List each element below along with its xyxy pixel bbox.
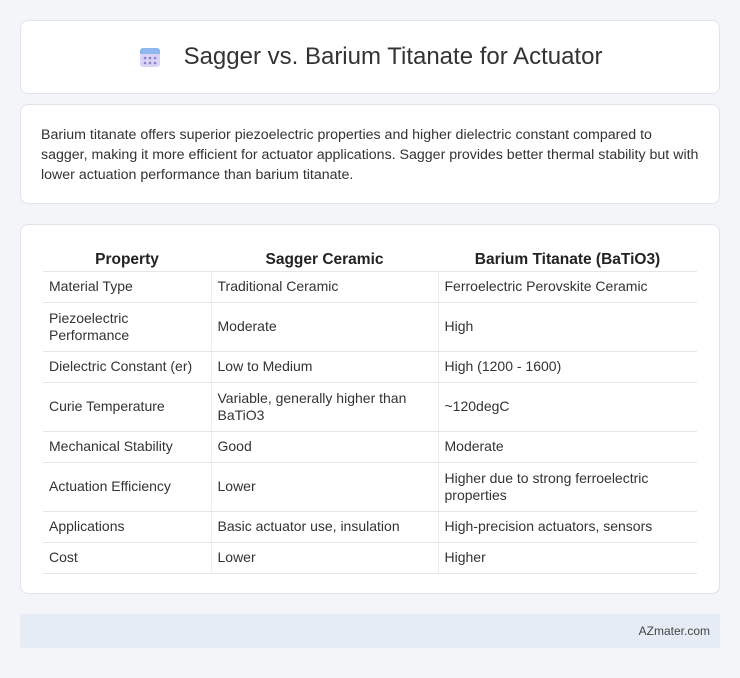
footer-brand-link[interactable]: AZmater.com: [638, 624, 710, 638]
column-header-barium-titanate: Barium Titanate (BaTiO3): [438, 245, 697, 271]
summary-text: Barium titanate offers superior piezoelectric properties and higher dielectric constant compared to sagger, making it more efficient for actuator applications. Sagger provides better thermal stability but with lower actuation performance than barium titanate.: [41, 127, 699, 183]
table-row: [43, 431, 697, 462]
table-cell: Cost: [43, 542, 211, 573]
table-row: [43, 462, 697, 511]
table-cell: Low to Medium: [211, 351, 438, 382]
table-row: [43, 542, 697, 573]
table-cell: Dielectric Constant (er): [43, 351, 211, 382]
table-row: [43, 511, 697, 542]
table-cell: Actuation Efficiency: [43, 462, 211, 511]
table-cell: Good: [211, 431, 438, 462]
table-cell: ~120degC: [438, 382, 697, 431]
table-cell: Mechanical Stability: [43, 431, 211, 462]
table-cell: High (1200 - 1600): [438, 351, 697, 382]
table-cell: Curie Temperature: [43, 382, 211, 431]
table-cell: High: [438, 302, 697, 351]
table-header-row: [43, 245, 697, 271]
title-card: [20, 20, 720, 94]
comparison-table: [43, 245, 697, 574]
table-cell: Lower: [211, 462, 438, 511]
comparison-table-card: [20, 224, 720, 594]
table-cell: Ferroelectric Perovskite Ceramic: [438, 271, 697, 302]
footer: [20, 614, 720, 648]
table-cell: Material Type: [43, 271, 211, 302]
table-row: [43, 302, 697, 351]
table-cell: Lower: [211, 542, 438, 573]
table-cell: Applications: [43, 511, 211, 542]
table-cell: High-precision actuators, sensors: [438, 511, 697, 542]
table-cell: Traditional Ceramic: [211, 271, 438, 302]
table-cell: Moderate: [211, 302, 438, 351]
calendar-icon: [138, 45, 162, 69]
table-cell: Moderate: [438, 431, 697, 462]
table-cell: Basic actuator use, insulation: [211, 511, 438, 542]
table-row: [43, 351, 697, 382]
page-title: Sagger vs. Barium Titanate for Actuator: [183, 43, 603, 70]
table-row: [43, 271, 697, 302]
column-header-property: Property: [43, 245, 211, 271]
column-header-sagger: Sagger Ceramic: [211, 245, 438, 271]
table-cell: Variable, generally higher than BaTiO3: [211, 382, 438, 431]
table-cell: Higher due to strong ferroelectric properties: [438, 462, 697, 511]
table-row: [43, 382, 697, 431]
summary-card: [20, 104, 720, 204]
table-cell: Higher: [438, 542, 697, 573]
table-cell: Piezoelectric Performance: [43, 302, 211, 351]
